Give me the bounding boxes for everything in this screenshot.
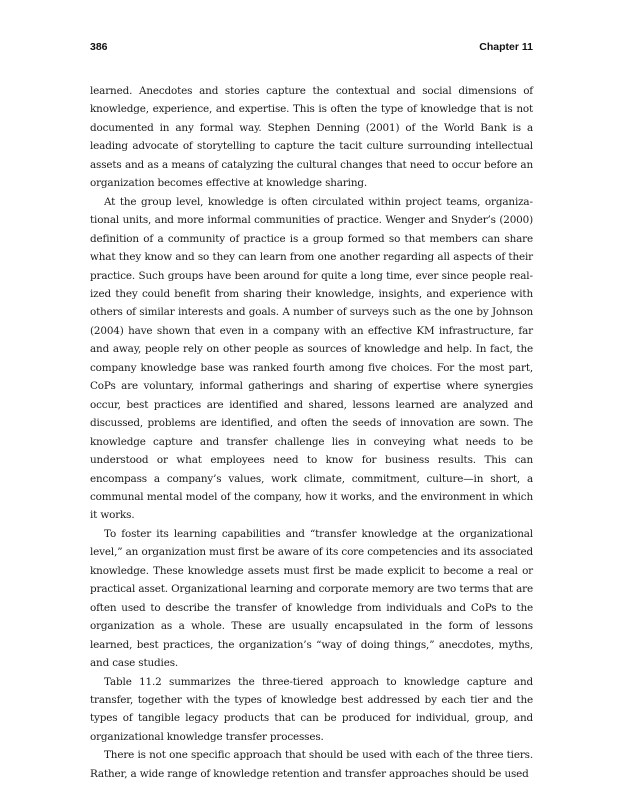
body-text [90, 82, 533, 783]
page-number: 386 [90, 41, 108, 53]
paragraph-4: Table 11.2 summarizes the three-tiered approach to knowledge capture and transfer, together with the types of knowledge best addressed by each tier and the types of tangible legacy products that can be produced for individual, group, and organizational knowledge transfer processes. [90, 675, 533, 743]
running-head [90, 41, 533, 57]
chapter-label: Chapter 11 [479, 41, 533, 53]
paragraph-1: learned. Anecdotes and stories capture the contextual and social dimensions of knowledge, experience, and expertise. This is often the type of knowledge that is not documented in any formal way. Stephen Denning (2001) of the World Bank is a leading advocate of storytelling to capture the tacit culture surrounding intellectual assets and as a means of catalyzing the cultural changes that need to occur before an organization becomes effective at knowledge sharing. [90, 85, 533, 190]
paragraph-3: To foster its learning capabilities and “transfer knowledge at the organizational level,” an organization must first be aware of its core competencies and its associated knowledge. These knowledge assets must first be made explicit to become a real or practical asset. Organizational learning and corporate memory are two terms that are often used to describe the transfer of knowledge from individuals and CoPs to the organization as a whole. These are usually encapsulated in the form of lessons learned, best practices, the organization’s “way of doing things,” anecdotes, myths, and case studies. [90, 527, 533, 670]
paragraph-5: There is not one specific approach that should be used with each of the three tiers. Rather, a wide range of knowledge retention and transfer approaches should be used [90, 749, 533, 780]
paragraph-2: At the group level, knowledge is often circulated within project teams, organizational units, and more informal communities of practice. Wenger and Snyder’s (2000) definition of a community of practice is a group formed so that members can share what they know and so they can learn from one another regarding all aspects of their practice. Such groups have been around for quite a long time, ever since people realized they could benefit from sharing their knowledge, insights, and experience with others of similar interests and goals. A number of surveys such as the one by Johnson (2004) have shown that even in a company with an effective KM infrastructure, far and away, people rely on other people as sources of knowledge and help. In fact, the company knowledge base was ranked fourth among five choices. For the most part, CoPs are voluntary, informal gatherings and sharing of expertise where synergies occur, best practices are identified and shared, lessons learned are analyzed and discussed, problems are identified, and often the seeds of innovation are sown. The knowledge capture and transfer challenge lies in conveying what needs to be understood or what employees need to know for business results. This can encompass a company’s values, work climate, commitment, culture—in short, a communal mental model of the company, how it works, and the environment in which it works. [90, 195, 533, 522]
